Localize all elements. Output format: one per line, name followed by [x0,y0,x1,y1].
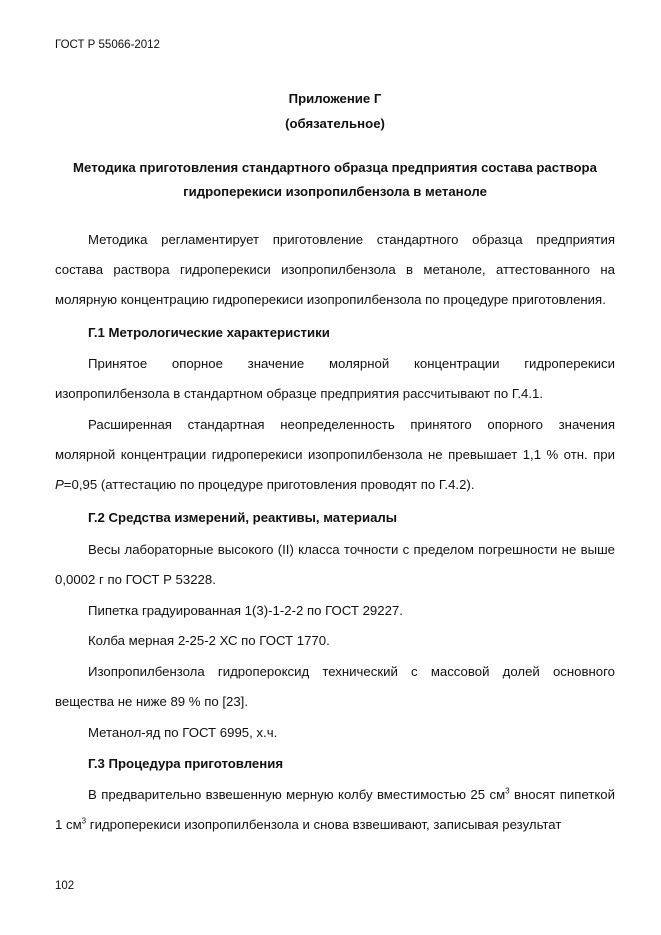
list-item: Пипетка градуированная 1(3)-1-2-2 по ГОСТ 29227. [88,603,403,618]
section-1-paragraph-2: Расширенная стандартная неопределенность принятого опорного значения молярной концентрации гидроперекиси изопропилбензола не превышает 1,1 % отн. при P=0,95 (аттестацию по процедуре приготовления проводят по Г.4.2). [55,417,615,492]
list-item: Колба мерная 2-25-2 ХС по ГОСТ 1770. [88,633,330,648]
appendix-status: (обязательное) [285,116,385,131]
page-number: 102 [55,880,75,892]
section-1-paragraph-1: Принятое опорное значение молярной концентрации гидроперекиси изопропилбензола в стандартном образце предприятия рассчитывают по Г.4.1. [55,356,615,401]
appendix-heading-line-1: Методика приготовления стандартного образца предприятия состава раствора [73,160,597,175]
probability-variable: P [55,477,64,492]
list-item: Изопропилбензола гидропероксид технический с массовой долей основного вещества не ниже 89 % по [23]. [55,664,615,709]
section-3-heading: Г.3 Процедура приготовления [88,756,284,771]
list-item: Метанол-яд по ГОСТ 6995, х.ч. [88,725,278,740]
section-3-paragraph-1: В предварительно взвешенную мерную колбу вместимостью 25 $см^3$ вносят пипеткой 1 $см^3$ гидроперекиси изопропилбензола и снова взвешивают, записывая результат [55,786,615,832]
appendix-heading-line-2: гидроперекиси изопропилбензола в метаноле [183,184,487,199]
document-code: ГОСТ Р 55066-2012 [55,39,160,51]
intro-paragraph: Методика регламентирует приготовление стандартного образца предприятия состава раствора гидроперекиси изопропилбензола в метаноле, аттестованного на молярную концентрацию гидроперекиси изопропилбензола по процедуре приготовления. [55,232,615,307]
list-item: Весы лабораторные высокого (II) класса точности с пределом погрешности не выше 0,0002 г по ГОСТ Р 53228. [55,542,615,587]
section-1-heading: Г.1 Метрологические характеристики [88,325,330,340]
appendix-title: Приложение Г [288,91,382,106]
section-2-heading: Г.2 Средства измерений, реактивы, материалы [88,510,398,525]
